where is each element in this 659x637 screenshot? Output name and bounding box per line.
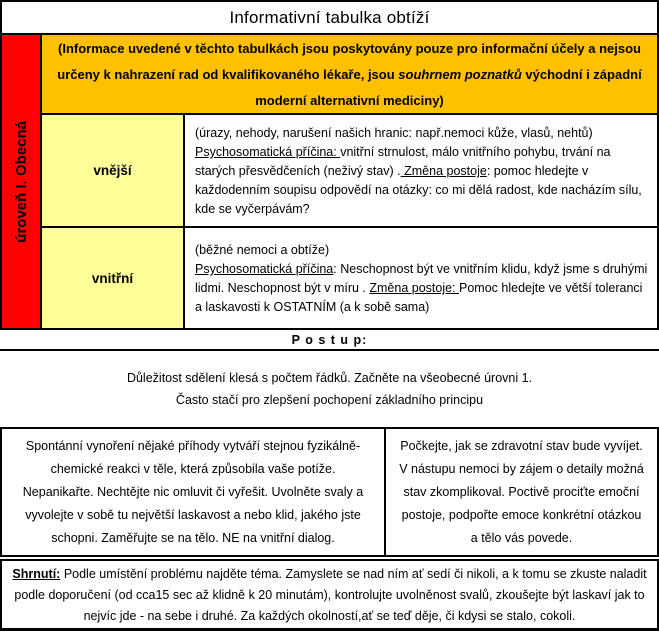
advice-right-cell xyxy=(386,429,657,555)
cause-label: Psychosomatická příčina xyxy=(195,262,334,276)
row-label-inner: vnitřní xyxy=(42,228,185,328)
difficulty-table xyxy=(0,33,659,330)
disclaimer-italic: souhrnem poznatků xyxy=(398,66,522,82)
advice-left-cell xyxy=(2,429,386,555)
level-label: úroveň I. Obecná xyxy=(12,120,30,243)
row-inner-line1: (běžné nemoci a obtíže) xyxy=(195,243,330,257)
disclaimer-text: (Informace uvedené v těchto tabulkách jsou poskytovány pouze pro informační účely a nejsou určeny k nahrazení rad od kvalifikovaného lékaře, jsou souhrnem poznatků východní i západní moderní alternativní mediciny) xyxy=(57,40,642,108)
advice-columns xyxy=(0,427,659,557)
row-content-outer xyxy=(185,115,657,226)
procedure-instructions xyxy=(0,351,659,427)
table-right-section xyxy=(42,35,657,328)
instruction-line-1: Důležitost sdělení klesá s počtem řádků. Začněte na všeobecné úrovni 1. xyxy=(126,371,533,385)
cause-label: Psychosomatická příčina: xyxy=(195,145,341,159)
procedure-heading: P o s t u p: xyxy=(0,330,659,351)
row-content-inner xyxy=(185,228,657,328)
table-row-inner xyxy=(42,228,657,328)
advice-right-text: Počkejte, jak se zdravotní stav bude vyvíjet. V nástupu nemoci by zájem o detaily možná stav zkomplikoval. Poctivě prociťte emoční postoje, podpořte emoce konkrétní otázkou a tělo vás povede. xyxy=(399,438,644,545)
instruction-line-2: Často stačí pro zlepšení pochopení základního principu xyxy=(175,393,484,407)
page-title-text: Informativní tabulka obtíží xyxy=(229,7,430,27)
disclaimer-cell xyxy=(42,35,657,115)
row-outer-line1: (úrazy, nehody, narušení našich hranic: např.nemoci kůže, vlasů, nehtů) xyxy=(195,126,593,140)
summary-section xyxy=(0,559,659,631)
page-title xyxy=(0,0,659,33)
row-outer-paragraph: Psychosomatická příčina: vnitřní strnulost, málo vnitřního pohybu, trvání na starých přesvědčeních (neživý stav) . Změna postoje: pomoc hledejte v každodenním soupisu odpovědí na otázky: co mi dělá radost, kde nacházím sílu, kde se vyčerpávám? xyxy=(195,145,642,216)
change-label: Změna postoje: xyxy=(369,281,460,295)
change-label: Změna postoje xyxy=(400,164,487,178)
advice-left-text: Spontánní vynoření nějaké příhody vytváří stejnou fyzikálně-chemické reakci v těle, která způsobila vaše potíže. Nepanikařte. Nechtějte nic omluvit či vyřešit. Uvolněte svaly a vyvolejte v sobě tu největší laskavost a nebo klid, jakého jste schopni. Zaměřujte se na tělo. NE na vnitřní dialog. xyxy=(22,438,364,545)
summary-text: Shrnutí: Podle umístění problému najděte téma. Zamyslete se nad ním ať sedí či nikoli, a k tomu se zkuste naladit podle doporučení (od cca15 sec až klidně k 20 minutám), kontrolujte uvolněnost svalů, zkoušejte být laskaví jak to nejvíc jde - na sebe i druhé. Za každých okolností,ať se teď děje, či kdysi se stalo, cokoli. xyxy=(12,566,647,623)
summary-label: Shrnutí: xyxy=(12,566,61,581)
table-row-outer xyxy=(42,115,657,228)
row-label-outer: vnější xyxy=(42,115,185,226)
row-inner-paragraph: Psychosomatická příčina: Neschopnost být ve vnitřním klidu, když jsme s druhými lidmi. Neschopnost být v míru . Změna postoje: Pomoc hledejte ve větší toleranci a laskavosti k OSTATNÍM (a k sobě sama) xyxy=(195,262,648,314)
level-cell xyxy=(2,35,42,328)
